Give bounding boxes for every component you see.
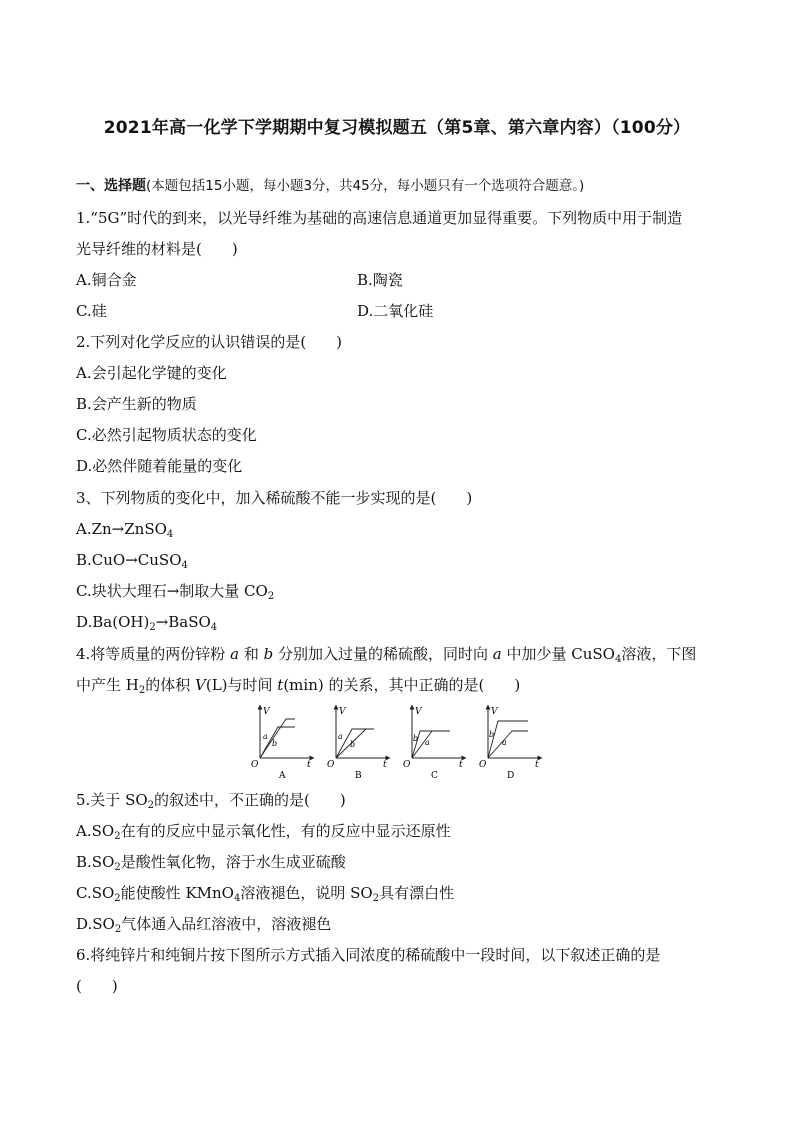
- graph-b: [327, 707, 388, 781]
- q5-stem: 5.关于 $SO_2$的叙述中，不正确的是( ): [76, 791, 346, 811]
- q1-option-c: C.硅: [76, 302, 107, 320]
- q3-option-d: $D.Ba(OH)_2\to BaSO_4$: [76, 613, 218, 633]
- graph-b-o-label: O: [327, 760, 335, 770]
- page-title: 2021年高一化学下学期期中复习模拟题五（第5章、第六章内容）（100分）: [103, 118, 691, 138]
- q2-option-b: B.会产生新的物质: [76, 395, 197, 413]
- q3-option-c: C.块状大理石→制取大量 $CO_2$: [76, 582, 275, 602]
- graph-b-v-label: V: [339, 707, 346, 717]
- graph-d: [479, 707, 540, 781]
- q3-option-b: B.CuO→CuSO$_4$: [76, 551, 188, 571]
- q3-option-a: A.Zn→ZnSO$_4$: [76, 520, 174, 540]
- graph-d-a-label: a: [502, 738, 507, 747]
- q5-option-b: $B.SO_2$是酸性氧化物，溶于水生成亚硫酸: [76, 853, 346, 873]
- q2-option-c: C.必然引起物质状态的变化: [76, 426, 257, 444]
- graph-a-b-label: b: [272, 739, 278, 748]
- section-heading: 一、选择题: [76, 178, 146, 194]
- q1-stem-line1: 1.“5G”时代的到来，以光导纤维为基础的高速信息通道更加显得重要。下列物质中用于制造: [76, 209, 683, 227]
- graph-d-t-label: t: [535, 760, 539, 770]
- graph-a-v-label: V: [263, 707, 270, 717]
- graph-c-a-label: a: [425, 738, 430, 747]
- q2-stem: 2.下列对化学反应的认识错误的是( ): [76, 333, 343, 351]
- graph-a-caption: A: [279, 771, 286, 781]
- graph-c-caption: C: [431, 771, 438, 781]
- q1-option-a: A.铜合金: [76, 271, 137, 289]
- graph-d-o-label: O: [479, 760, 487, 770]
- q2-option-a: A.会引起化学键的变化: [76, 364, 227, 382]
- graph-a-t-label: t: [307, 760, 311, 770]
- graph-c: [403, 707, 464, 781]
- graph-d-caption: D: [507, 771, 515, 781]
- q5-option-c: $C.SO_2$能使酸性 KMnO$_4$溶液褪色，说明 $SO_2$具有漂白性: [76, 884, 455, 904]
- q1-option-b: B.陶瓷: [357, 271, 403, 289]
- q4-stem-line1: 4.将等质量的两份锌粉 a 和 b 分别加入过量的稀硫酸，同时向 a 中加少量 CuSO$_4$溶液，下图: [76, 645, 697, 665]
- section-note: (本题包括15小题，每小题3分，共45分，每小题只有一个选项符合题意。): [146, 178, 585, 194]
- q4-graphs: [250, 703, 550, 781]
- graph-b-b-label: b: [350, 740, 356, 749]
- graph-d-b-label: b: [489, 730, 495, 739]
- graph-b-a-label: a: [338, 732, 343, 741]
- q6-stem-line2: ( ): [76, 977, 118, 995]
- section-header: [76, 176, 584, 196]
- graph-b-caption: B: [355, 771, 362, 781]
- graph-a-a-label: a: [263, 732, 268, 741]
- q5-option-d: $D.SO_2$气体通入品红溶液中，溶液褪色: [76, 915, 332, 935]
- graph-c-b-label: b: [413, 734, 419, 743]
- q6-stem-line1: 6.将纯锌片和纯铜片按下图所示方式插入同浓度的稀硫酸中一段时间，以下叙述正确的是: [76, 946, 661, 964]
- graph-c-o-label: O: [403, 760, 411, 770]
- q5-option-a: $A.SO_2$在有的反应中显示氧化性，有的反应中显示还原性: [76, 822, 451, 842]
- graph-b-t-label: t: [383, 760, 387, 770]
- graph-a: [251, 707, 312, 781]
- q4-graphs-svg: [250, 703, 550, 781]
- graph-a-o-label: O: [251, 760, 259, 770]
- graph-c-v-label: V: [415, 707, 422, 717]
- q1-option-d: D.二氧化硅: [357, 302, 434, 320]
- q4-stem-line2: 中产生 $H_2$的体积 V(L)与时间 t(min) 的关系，其中正确的是( ): [76, 676, 521, 696]
- graph-c-t-label: t: [459, 760, 463, 770]
- q3-stem: 3、下列物质的变化中，加入稀硫酸不能一步实现的是( ): [76, 489, 473, 507]
- q1-stem-line2: 光导纤维的材料是( ): [76, 240, 238, 258]
- graph-d-v-label: V: [491, 707, 498, 717]
- q2-option-d: D.必然伴随着能量的变化: [76, 457, 243, 475]
